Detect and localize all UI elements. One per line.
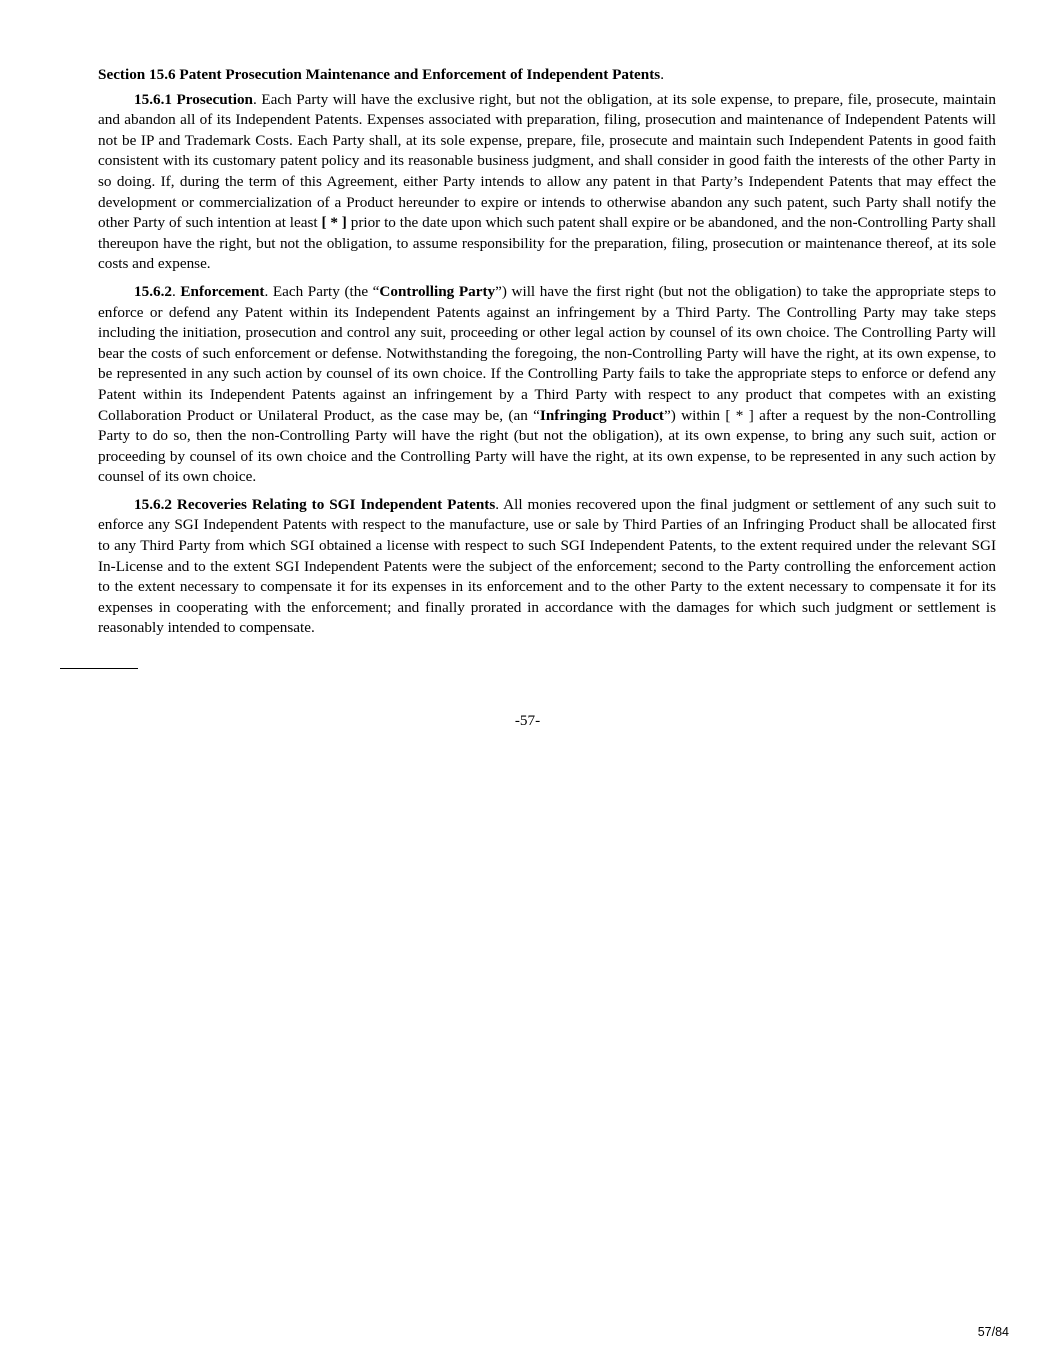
enforcement-number: 15.6.2 xyxy=(134,282,172,300)
section-heading xyxy=(98,65,996,86)
prosecution-text-2: prior to the date upon which such patent shall expire or be abandoned, and the non-Controlling Party shall thereupon have the right, but not the obligation, to assume responsibility for the preparation, filing, prosecution or maintenance thereof, at its sole costs and expense. xyxy=(98,214,997,273)
defined-term-controlling-party: Controlling Party xyxy=(379,282,496,300)
recoveries-text-1: . All monies recovered upon the final judgment or settlement of any such suit to enforce any SGI Independent Patents with respect to the manufacture, use or sale by Third Parties of an Infringing Product shall be allocated first to any Third Party from which SGI obtained a license with respect to such SGI Independent Patents, to the extent required under the relevant SGI In-License and to the extent SGI Independent Patents were the subject of the enforcement; second to the Party controlling the enforcement action to the extent necessary to compensate it for its expenses in its enforcement and to the other Party to the extent necessary to compensate it for its expenses in cooperating with the enforcement; and finally prorated in accordance with the damages for which such judgment or settlement is reasonably intended to compensate. xyxy=(98,495,996,637)
page-content xyxy=(98,65,996,646)
prosecution-heading: 15.6.1 Prosecution xyxy=(134,90,253,108)
section-title-period: . xyxy=(660,66,664,83)
enforcement-separator: . xyxy=(171,282,181,300)
enforcement-heading: Enforcement xyxy=(180,282,265,300)
recoveries-heading: 15.6.2 Recoveries Relating to SGI Independent Patents xyxy=(134,495,496,513)
page-counter: 57/84 xyxy=(977,1325,1009,1339)
enforcement-text-1: . Each Party (the “ xyxy=(264,282,380,300)
paragraph-recoveries xyxy=(98,495,996,639)
prosecution-redaction: [ * ] xyxy=(321,214,347,232)
enforcement-text-2: ”) will have the first right (but not the obligation) to take the appropriate steps to enforce or defend any Patent within its Independent Patents against an infringement by a Third Party. The Controlling Party may take steps including the initiation, prosecution and control any suit, proceeding or other legal action by counsel of its own choice. The Controlling Party will bear the costs of such enforcement or defense. Notwithstanding the foregoing, the non-Controlling Party will have the right, at its own expense, to be represented in any such action by counsel of its own choice. If the Controlling Party fails to take the appropriate steps to enforce or defend any Patent within its Independent Patents against an infringement by a Third Party with respect to any product that competes with an existing Collaboration Product or Unilateral Product, as the case may be, (an “ xyxy=(98,282,997,424)
defined-term-infringing-product: Infringing Product xyxy=(539,406,664,424)
paragraph-prosecution xyxy=(98,90,996,275)
section-title: Section 15.6 Patent Prosecution Maintenance and Enforcement of Independent Patents xyxy=(98,66,661,83)
paragraph-enforcement xyxy=(98,282,996,488)
enforcement-text-3: ”) within [ * ] after a request by the non-Controlling Party to do so, then the non-Controlling Party will have the right (but not the obligation), at its own expense, to bring any such suit, action or proceeding by counsel of its own choice and the Controlling Party will have the right, at its own expense, to be represented in any such action by counsel of its own choice. xyxy=(98,406,996,486)
footnote-separator-rule xyxy=(60,668,138,669)
prosecution-text-1: . Each Party will have the exclusive right, but not the obligation, at its sole expense, to prepare, file, prosecute, maintain and abandon all of its Independent Patents. Expenses associated with preparation, filing, prosecution and maintenance of Independent Patents will not be IP and Trademark Costs. Each Party shall, at its sole expense, prepare, file, prosecute and maintain such Independent Patents in good faith consistent with its customary patent policy and its reasonable business judgment, and shall consider in good faith the interests of the other Party in so doing. If, during the term of this Agreement, either Party intends to allow any patent in that Party’s Independent Patents that may effect the development or commercialization of a Product hereunder to expire or intends to otherwise abandon any such patent, such Party shall notify the other Party of such intention at least xyxy=(98,90,996,232)
page-number: -57- xyxy=(514,712,541,729)
